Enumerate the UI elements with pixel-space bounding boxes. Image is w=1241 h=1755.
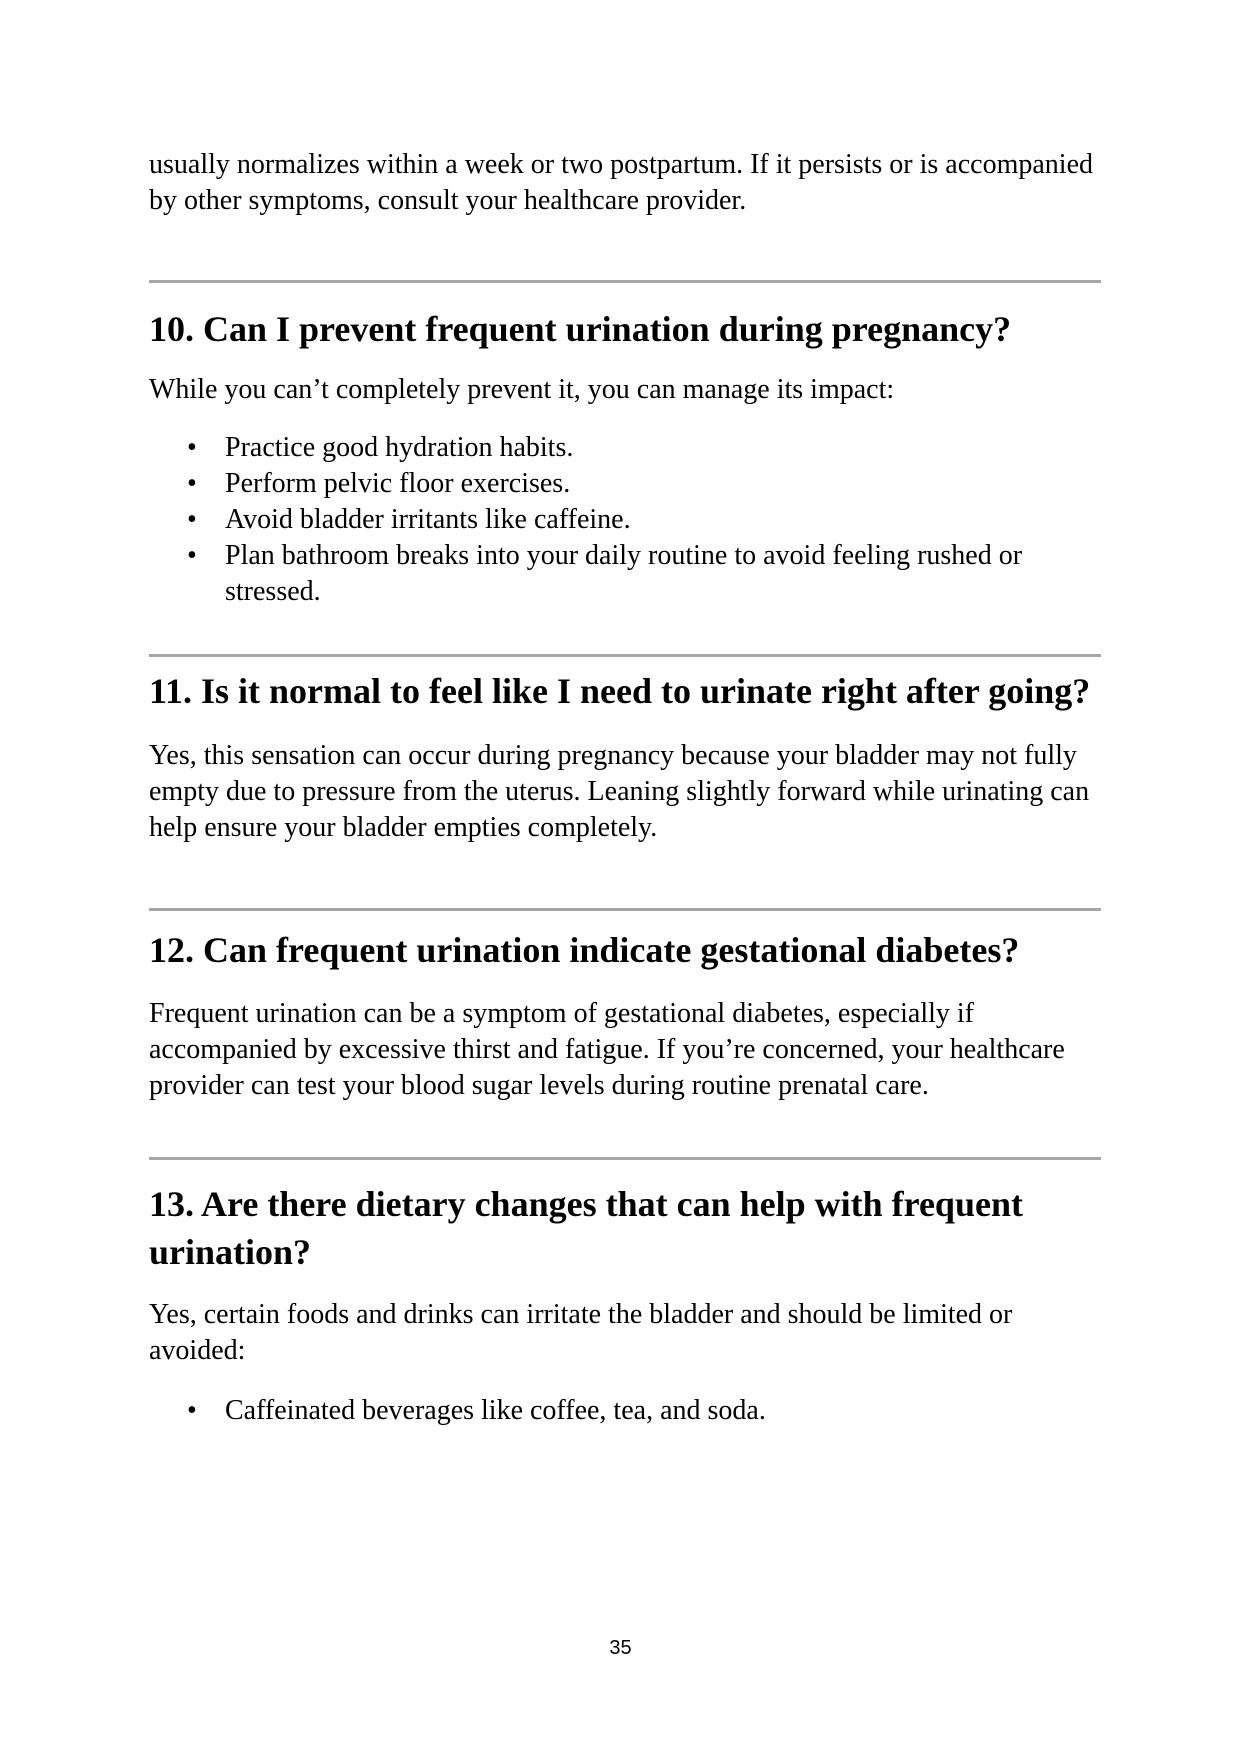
intro-paragraph: usually normalizes within a week or two postpartum. If it persists or is accompanied by other symptoms, consult your healthcare provider. [149, 149, 1094, 216]
section-11-paragraph: Yes, this sensation can occur during pregnancy because your bladder may not fully empty due to pressure from the uterus. Leaning slightly forward while urinating can help ensure your bladder empties completely. [149, 740, 1090, 843]
section-divider [149, 1157, 1101, 1160]
section-divider [149, 908, 1101, 911]
section-12-heading: 12. Can frequent urination indicate gestational diabetes? [149, 930, 1020, 970]
page-content [149, 147, 1101, 1429]
section-12-paragraph: Frequent urination can be a symptom of gestational diabetes, especially if accompanied by excessive thirst and fatigue. If you’re concerned, your healthcare provider can test your blood sugar levels during routine prenatal care. [149, 998, 1065, 1101]
list-item: • Perform pelvic floor exercises. [149, 466, 1101, 502]
section-11-heading: 11. Is it normal to feel like I need to urinate right after going? [149, 671, 1091, 711]
list-item: • Plan bathroom breaks into your daily routine to avoid feeling rushed or stressed. [187, 540, 1023, 607]
bullet-icon: • [187, 540, 197, 571]
list-item: • Caffeinated beverages like coffee, tea, and soda. [149, 1393, 1101, 1429]
page-number: 35 [609, 1637, 632, 1659]
section-13-heading: 13. Are there dietary changes that can help with frequent urination? [149, 1184, 1023, 1272]
bullet-icon: • [187, 1395, 197, 1426]
bullet-icon: • [187, 504, 197, 535]
section-10-bullet-list [149, 430, 1101, 610]
list-item: • Avoid bladder irritants like caffeine. [149, 502, 1101, 538]
bullet-icon: • [187, 432, 197, 463]
section-10-paragraph: While you can’t completely prevent it, you can manage its impact: [149, 374, 895, 405]
section-13-paragraph: Yes, certain foods and drinks can irritate the bladder and should be limited or avoided: [149, 1299, 1013, 1366]
section-10-heading: 10. Can I prevent frequent urination during pregnancy? [149, 309, 1012, 349]
bullet-icon: • [187, 468, 197, 499]
section-divider [149, 280, 1101, 283]
section-13-bullet-list [149, 1393, 1101, 1429]
list-item: • Practice good hydration habits. [149, 430, 1101, 466]
section-divider [149, 654, 1101, 657]
